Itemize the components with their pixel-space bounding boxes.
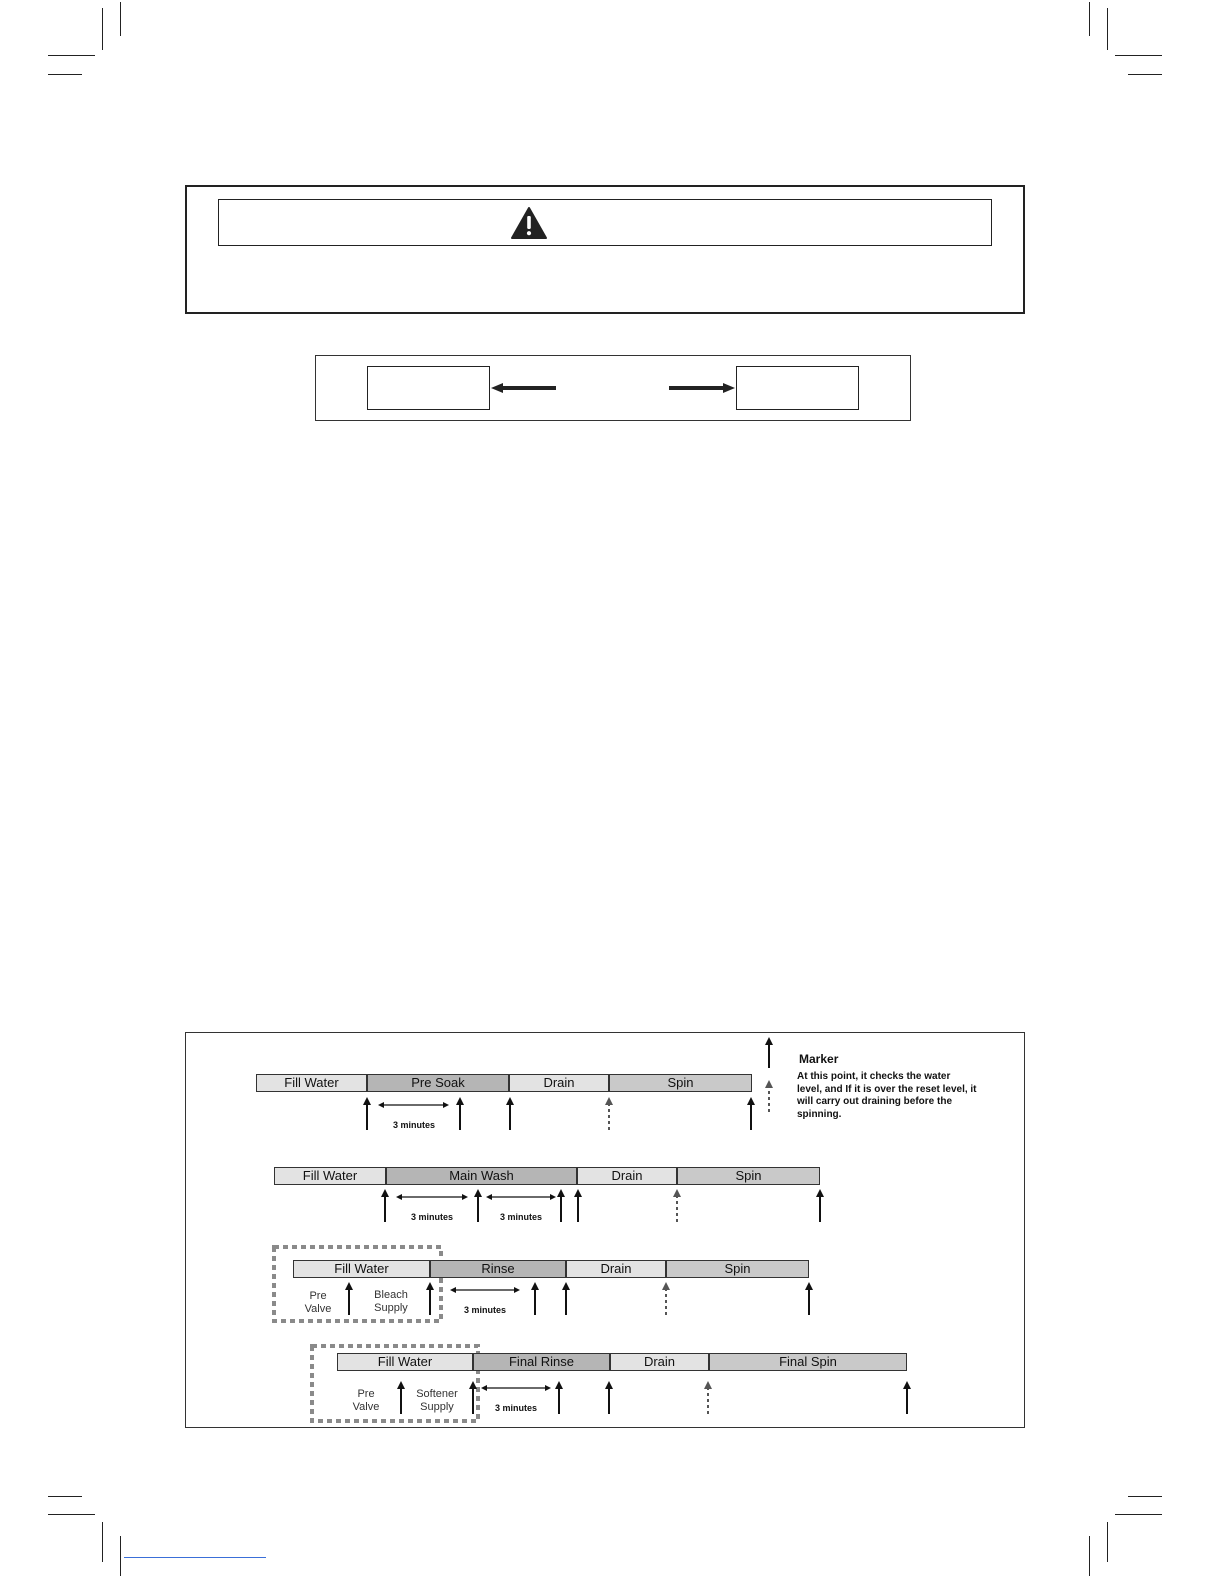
row3-fill-water: Fill Water (293, 1260, 430, 1278)
row3-arrow-dotted (662, 1282, 670, 1315)
row2-arrow-1 (381, 1189, 389, 1222)
marker-title: Marker (799, 1052, 839, 1066)
row2-fill-water: Fill Water (274, 1167, 386, 1185)
row4-interval (481, 1385, 551, 1391)
row4-arrow-3 (903, 1381, 911, 1414)
row4-interval-label: 3 minutes (494, 1403, 537, 1413)
row3-arrow-pre (345, 1282, 353, 1315)
row2-drain: Drain (577, 1167, 677, 1185)
row3-interval-label: 3 minutes (463, 1305, 506, 1315)
row2-main-wash: Main Wash (386, 1167, 577, 1185)
row4-final-rinse: Final Rinse (473, 1353, 610, 1371)
row1-arrow-2 (456, 1097, 464, 1130)
row4-softener-supply-label: Softener Supply (416, 1388, 458, 1413)
timing-diagram (185, 1032, 1025, 1428)
legend-solid-arrow (765, 1037, 773, 1068)
row1-arrow-1 (363, 1097, 371, 1130)
marker-description: At this point, it checks the water level, and If it is over the reset level, it will carry out draining before the spinning. (797, 1071, 977, 1120)
flow-box (315, 355, 911, 421)
row2-spin: Spin (677, 1167, 820, 1185)
row4-pre-valve-label: Pre Valve (352, 1388, 380, 1413)
row4-fill-water: Fill Water (337, 1353, 473, 1371)
row3-interval (450, 1287, 520, 1293)
row1-arrow-3 (506, 1097, 514, 1130)
row2-arrow-dotted (673, 1189, 681, 1222)
legend-dotted-arrow (765, 1080, 773, 1112)
row3-rinse: Rinse (430, 1260, 566, 1278)
row3-arrow-2 (562, 1282, 570, 1315)
row3-drain: Drain (566, 1260, 666, 1278)
row1-arrow-dotted (605, 1097, 613, 1130)
row3-arrow-1 (531, 1282, 539, 1315)
warning-header (218, 199, 992, 246)
row2-arrow-4 (574, 1189, 582, 1222)
row1-drain: Drain (509, 1074, 609, 1092)
row2-interval-2 (486, 1194, 556, 1200)
flow-right-box (736, 366, 859, 410)
row2-interval-1 (396, 1194, 468, 1200)
row4-arrow-2 (605, 1381, 613, 1414)
row4-arrow-1 (555, 1381, 563, 1414)
row4-drain: Drain (610, 1353, 709, 1371)
row2-arrow-5 (816, 1189, 824, 1222)
row4-final-spin: Final Spin (709, 1353, 907, 1371)
row1-pre-soak: Pre Soak (367, 1074, 509, 1092)
row3-pre-valve-label: Pre Valve (304, 1290, 332, 1315)
row1-arrow-4 (747, 1097, 755, 1130)
row3-arrow-3 (805, 1282, 813, 1315)
warning-triangle-icon (510, 206, 548, 240)
row4-arrow-dotted (704, 1381, 712, 1414)
row3-arrow-bleach (426, 1282, 434, 1315)
row1-spin: Spin (609, 1074, 752, 1092)
row1-interval-label: 3 minutes (392, 1120, 435, 1130)
row1-interval (378, 1102, 449, 1108)
row3-spin: Spin (666, 1260, 809, 1278)
row2-interval-label-2: 3 minutes (499, 1212, 542, 1222)
warning-box (185, 185, 1025, 314)
row3-bleach-supply-label: Bleach Supply (374, 1289, 408, 1314)
row4-arrow-pre (397, 1381, 405, 1414)
row2-interval-label-1: 3 minutes (410, 1212, 453, 1222)
row1-fill-water: Fill Water (256, 1074, 367, 1092)
